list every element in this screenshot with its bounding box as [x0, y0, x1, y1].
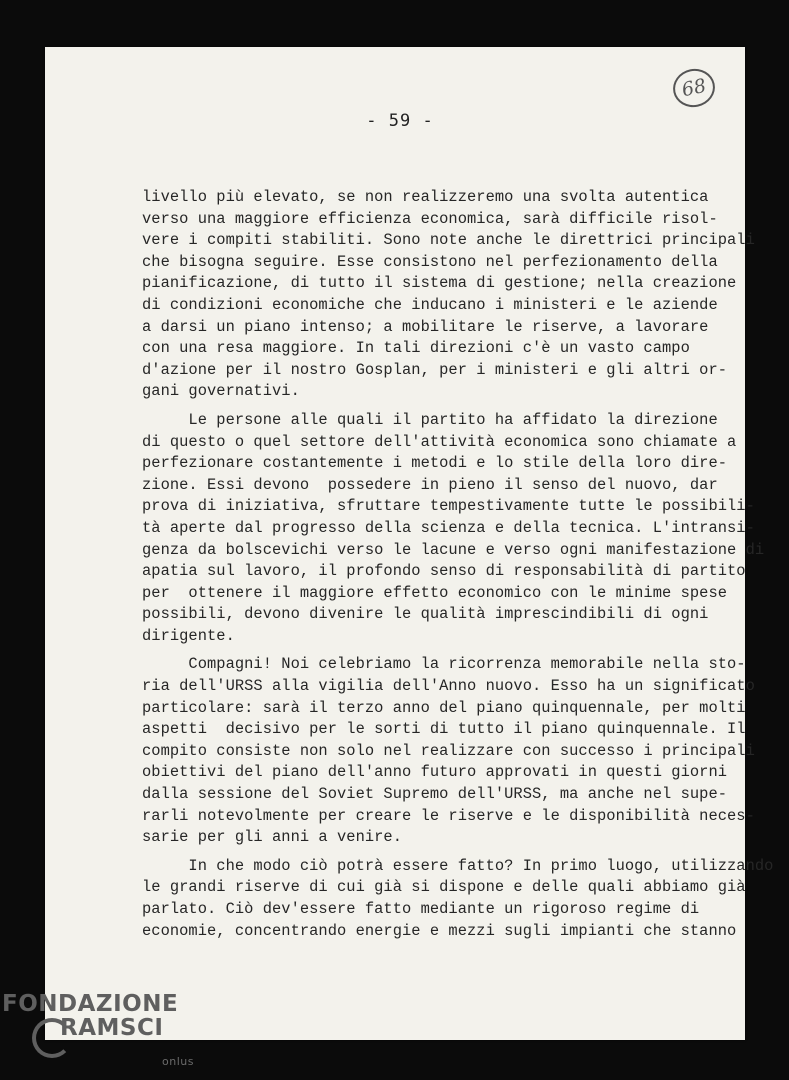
text-line: a darsi un piano intenso; a mobilitare le riserve, a lavorare	[142, 317, 709, 336]
text-line: di condizioni economiche che inducano i ministeri e le aziende	[142, 295, 718, 314]
text-line: genza da bolscevichi verso le lacune e verso ogni manifestazione di	[142, 540, 765, 559]
page-number: - 59 -	[366, 111, 434, 131]
text-line: particolare: sarà il terzo anno del piano quinquennale, per molti	[142, 698, 746, 717]
text-line: zione. Essi devono possedere in pieno il senso del nuovo, dar	[142, 475, 718, 494]
text-line: dirigente.	[142, 626, 235, 645]
text-line: con una resa maggiore. In tali direzioni c'è un vasto campo	[142, 339, 690, 358]
text-line: vere i compiti stabiliti. Sono note anche le direttrici principali	[142, 231, 755, 250]
text-line: che bisogna seguire. Esse consistono nel perfezionamento della	[142, 252, 718, 271]
text-line: le grandi riserve di cui già si dispone e delle quali abbiamo già	[142, 878, 746, 897]
text-line: verso una maggiore efficienza economica, sarà difficile risol-	[142, 209, 718, 228]
text-line: Le persone alle quali il partito ha affidato la direzione	[142, 410, 718, 429]
gramsci-logo-icon	[32, 1018, 72, 1058]
text-line: ria dell'URSS alla vigilia dell'Anno nuovo. Esso ha un significato	[142, 677, 755, 696]
watermark-line-2: RAMSCI	[60, 1015, 164, 1041]
watermark-line-1: FONDAZIONE	[2, 991, 179, 1017]
text-line: Compagni! Noi celebriamo la ricorrenza memorabile nella sto-	[142, 655, 746, 674]
text-line: di questo o quel settore dell'attività economica sono chiamate a	[142, 432, 737, 451]
paragraph	[142, 856, 774, 942]
text-line: livello più elevato, se non realizzeremo una svolta autentica	[142, 188, 709, 206]
text-line: per ottenere il maggiore effetto economico con le minime spese	[142, 583, 728, 602]
text-line: tà aperte dal progresso della scienza e della tecnica. L'intransi-	[142, 518, 755, 537]
text-line: apatia sul lavoro, il profondo senso di responsabilità di partito	[142, 562, 746, 581]
text-line: perfezionare costantemente i metodi e lo stile della loro dire-	[142, 454, 728, 473]
document-page	[45, 47, 774, 1040]
fondazione-gramsci-watermark	[2, 991, 194, 1068]
text-line: aspetti decisivo per le sorti di tutto il piano quinquennale. Il	[142, 720, 746, 739]
watermark-suffix: onlus	[162, 1055, 194, 1068]
text-line: parlato. Ciò dev'essere fatto mediante un rigoroso regime di	[142, 900, 700, 918]
paragraph	[142, 187, 755, 403]
text-line: sarie per gli anni a venire.	[142, 828, 403, 847]
text-line: In che modo ciò potrà essere fatto? In primo luogo, utilizzando	[142, 856, 774, 875]
text-line: obiettivi del piano dell'anno futuro approvati in questi giorni	[142, 763, 728, 782]
text-line: possibili, devono divenire le qualità imprescindibili di ogni	[142, 605, 709, 624]
archive-number-stamp: 68	[670, 65, 719, 111]
text-line: d'azione per il nostro Gosplan, per i ministeri e gli altri or-	[142, 360, 728, 379]
text-line: pianificazione, di tutto il sistema di gestione; nella creazione	[142, 274, 737, 293]
text-line: rarli notevolmente per creare le riserve e le disponibilità neces-	[142, 806, 755, 825]
text-line: dalla sessione del Soviet Supremo dell'URSS, ma anche nel supe-	[142, 785, 728, 804]
text-line: gani governativi.	[142, 382, 300, 401]
text-line: compito consiste non solo nel realizzare con successo i principali	[142, 741, 755, 760]
text-line: economie, concentrando energie e mezzi sugli impianti che stanno	[142, 921, 737, 940]
paragraph	[142, 410, 765, 648]
typewritten-text	[142, 187, 774, 949]
paragraph	[142, 654, 755, 848]
text-line: prova di iniziativa, sfruttare tempestivamente tutte le possibili-	[142, 497, 755, 516]
